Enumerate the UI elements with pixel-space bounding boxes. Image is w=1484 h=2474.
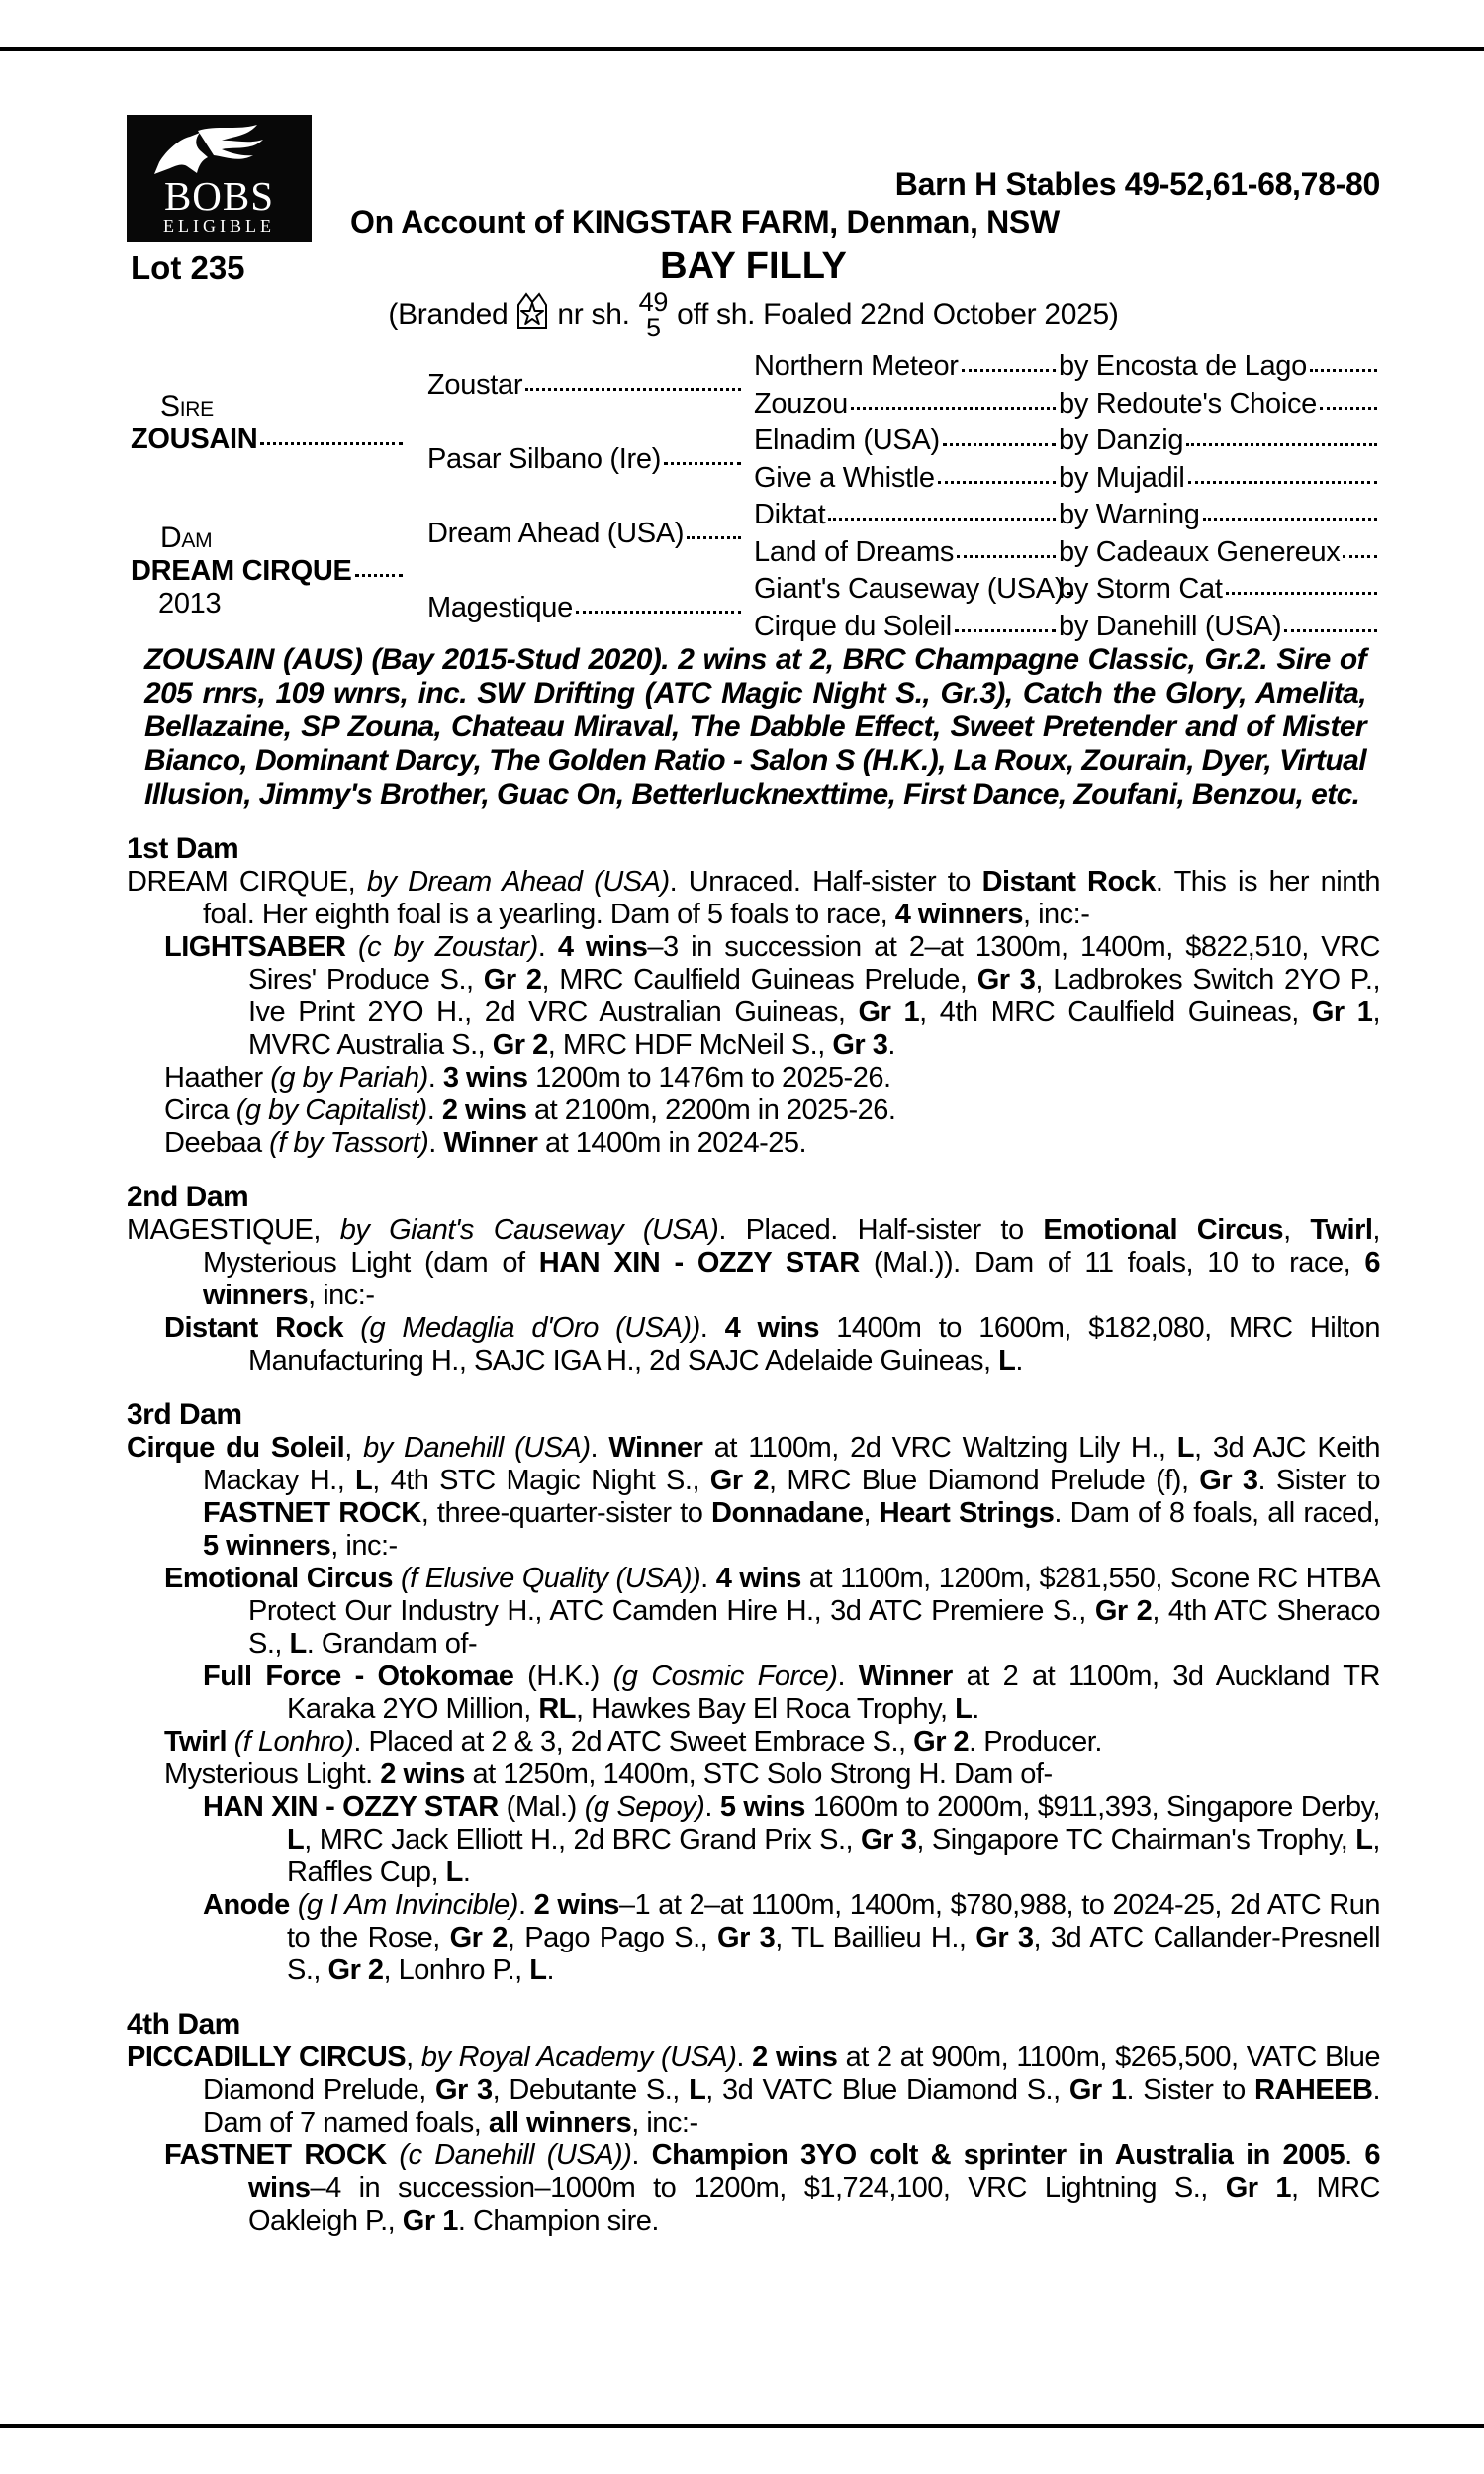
dot-leader: [962, 369, 1056, 372]
gen3-sire: by Danehill (USA): [1059, 610, 1282, 642]
text-segment: .: [537, 931, 558, 963]
text-segment: .: [1015, 1345, 1023, 1377]
text-segment: Gr 1: [1311, 997, 1373, 1028]
text-segment: Winner: [608, 1432, 703, 1464]
pedigree-entry: [127, 866, 1380, 931]
text-segment: , Hawkes Bay El Roca Trophy,: [576, 1693, 956, 1725]
text-segment: at 1400m in 2024-25.: [537, 1127, 807, 1159]
text-segment: .: [699, 1312, 725, 1344]
text-segment: 2 wins: [752, 2042, 838, 2073]
text-segment: L: [955, 1693, 973, 1725]
pedigree-entry: [164, 1127, 1380, 1160]
gen3-sire: by Mujadil: [1059, 461, 1185, 494]
gen2-name: Magestique: [427, 592, 573, 623]
logo-text-bobs: BOBS: [163, 173, 275, 219]
text-segment: 2 wins: [380, 1759, 465, 1790]
text-segment: Gr 3: [861, 1824, 917, 1856]
dam-section-heading: 2nd Dam: [127, 1181, 249, 1213]
lot-number: Lot 235: [131, 249, 245, 286]
text-segment: Gr 3: [434, 2074, 493, 2106]
text-segment: (g Medaglia d'Oro (USA)): [360, 1312, 700, 1344]
text-segment: .: [546, 1954, 555, 1986]
text-segment: MAGESTIQUE,: [127, 1214, 340, 1246]
text-segment: –3 in succession at 2–at 1300m, 1400m, $822,510, VRC Sires' Produce S.,: [248, 931, 1380, 996]
text-segment: Heart Strings: [879, 1497, 1055, 1529]
text-segment: Deebaa: [164, 1127, 270, 1159]
text-segment: ,: [1283, 1214, 1311, 1246]
text-segment: , 3d AJC Keith Mackay H.,: [203, 1432, 1380, 1496]
text-segment: . Producer.: [969, 1726, 1102, 1758]
gen2-name: Dream Ahead (USA): [427, 518, 685, 549]
text-segment: Gr 2: [327, 1954, 384, 1986]
text-segment: at 2 at 900m, 1100m, $265,500, VATC Blue Diamond Prelude,: [203, 2042, 1380, 2106]
text-segment: by Dream Ahead (USA): [366, 866, 670, 898]
text-segment: , Mysterious Light (dam of: [203, 1214, 1380, 1279]
dot-leader: [943, 443, 1056, 446]
text-segment: L: [287, 1824, 305, 1856]
text-segment: . Sister to: [1126, 2074, 1254, 2106]
text-segment: DREAM CIRQUE,: [127, 866, 367, 898]
gen3-name: Cirque du Soleil: [754, 610, 952, 642]
dot-leader: [1067, 592, 1072, 595]
text-segment: 1600m to 2000m, $911,393, Singapore Derby,: [804, 1791, 1381, 1823]
top-rule: [0, 47, 1484, 51]
text-segment: ,: [406, 2042, 421, 2073]
text-segment: , 4th STC Magic Night S.,: [372, 1465, 710, 1496]
text-segment: .: [972, 1693, 979, 1725]
pedigree-entry: [203, 1889, 1380, 1987]
gen2-name: Zoustar: [427, 369, 523, 401]
dam-section-heading: 4th Dam: [127, 2008, 240, 2041]
dot-leader: [1226, 592, 1377, 595]
text-segment: (Mal.)). Dam of 11 foals, 10 to race,: [859, 1247, 1365, 1279]
dot-leader: [687, 536, 741, 539]
text-segment: Emotional Circus: [164, 1563, 393, 1594]
text-segment: L: [998, 1345, 1016, 1377]
text-segment: L: [689, 2074, 706, 2106]
text-segment: Full Force - Otokomae: [203, 1661, 514, 1692]
gen3-name: Give a Whistle: [754, 461, 935, 494]
dot-leader: [1284, 629, 1377, 632]
branded-suffix: off sh. Foaled 22nd October 2025): [677, 298, 1119, 331]
text-segment: , 4th MRC Caulfield Guineas,: [919, 997, 1312, 1028]
text-segment: L: [445, 1856, 463, 1888]
text-segment: L: [1355, 1824, 1373, 1856]
text-segment: 4 wins: [715, 1563, 801, 1594]
text-segment: HAN XIN - OZZY STAR: [203, 1791, 499, 1823]
text-segment: .: [736, 2042, 753, 2073]
pedigree-entry: [164, 1563, 1380, 1661]
gen3-name: Giant's Causeway (USA): [754, 573, 1065, 606]
sire-summary-paragraph: [127, 643, 1380, 811]
dot-leader: [1188, 481, 1377, 484]
pedigree-entry: [164, 1726, 1380, 1759]
text-segment: .: [462, 1856, 471, 1888]
text-segment: Gr 2: [449, 1922, 508, 1953]
pedigree-gen2-column: [427, 348, 754, 645]
text-segment: [393, 1563, 401, 1594]
text-segment: , Ladbrokes Switch 2YO P., Ive Print 2YO H., 2d VRC Australian Guineas,: [248, 964, 1381, 1028]
text-segment: Gr 3: [1199, 1465, 1258, 1496]
pedigree-table: [131, 348, 1380, 645]
text-segment: Distant Rock: [164, 1312, 343, 1344]
pedigree-row: [754, 497, 1380, 534]
text-segment: Twirl: [164, 1726, 228, 1758]
text-segment: (g Sepoy): [584, 1791, 705, 1823]
text-segment: , Singapore TC Chairman's Trophy,: [916, 1824, 1356, 1856]
text-segment: 1200m to 1476m to 2025-26.: [527, 1062, 891, 1094]
dot-leader: [664, 462, 741, 465]
text-segment: .: [428, 1127, 444, 1159]
text-segment: Emotional Circus: [1043, 1214, 1284, 1246]
logo-text-eligible: ELIGIBLE: [163, 216, 275, 236]
text-segment: (c by Zoustar): [358, 931, 538, 963]
text-segment: RAHEEB: [1253, 2074, 1373, 2106]
pedigree-entry: [127, 1214, 1380, 1312]
pedigree-entry: [127, 2042, 1380, 2140]
text-segment: L: [529, 1954, 547, 1986]
gen3-sire: by Encosta de Lago: [1059, 350, 1307, 383]
text-segment: (g I Am Invincible): [297, 1889, 518, 1921]
gen3-name: Northern Meteor: [754, 350, 959, 383]
gen3-sire: by Storm Cat: [1059, 573, 1223, 606]
brand-number-top: 49: [638, 287, 669, 317]
text-segment: Gr 2: [483, 964, 542, 996]
gen3-name: Elnadim (USA): [754, 425, 940, 457]
pedigree-entry: [127, 1432, 1380, 1563]
text-segment: 4 wins: [724, 1312, 819, 1344]
text-segment: Haather: [164, 1062, 271, 1094]
pedigree-entry: [164, 1094, 1380, 1127]
page-title: BAY FILLY: [660, 245, 847, 287]
text-segment: 2 wins: [441, 1094, 527, 1126]
text-segment: (g Cosmic Force): [612, 1661, 838, 1692]
text-segment: [343, 1312, 360, 1344]
gen3-name: Zouzou: [754, 387, 848, 420]
pedigree-entry: [164, 2140, 1380, 2237]
dot-leader: [1310, 369, 1377, 372]
dam-year: 2013: [158, 588, 222, 619]
text-segment: ,: [344, 1432, 364, 1464]
text-segment: Mysterious Light.: [164, 1759, 381, 1790]
pedigree-row: [754, 609, 1380, 646]
text-segment: (f by Tassort): [269, 1127, 429, 1159]
text-segment: Champion 3YO colt & sprinter in Australia in 2005: [651, 2140, 1345, 2171]
text-segment: .: [631, 2140, 652, 2171]
text-segment: all winners: [488, 2107, 632, 2139]
text-segment: . Placed. Half-sister to: [718, 1214, 1044, 1246]
text-segment: HAN XIN - OZZY STAR: [538, 1247, 860, 1279]
text-segment: Gr 3: [717, 1922, 776, 1953]
text-segment: Gr 1: [402, 2205, 458, 2236]
dam-section-heading: 1st Dam: [127, 832, 239, 865]
text-segment: 6 wins: [248, 2140, 1380, 2204]
text-segment: 5 winners: [203, 1530, 331, 1562]
dot-leader: [851, 407, 1056, 410]
dot-leader: [1186, 443, 1377, 446]
text-segment: Winner: [443, 1127, 538, 1159]
text-segment: (f Elusive Quality (USA)): [401, 1563, 701, 1594]
pedigree-text: [127, 643, 1380, 2237]
dot-leader: [525, 388, 741, 391]
text-segment: . Champion sire.: [457, 2205, 659, 2236]
text-segment: FASTNET ROCK: [203, 1497, 421, 1529]
gen3-name: Diktat: [754, 499, 826, 531]
text-segment: (H.K.): [513, 1661, 613, 1692]
branded-near-shoulder: nr sh.: [557, 298, 630, 331]
pedigree-gen3-column: [754, 348, 1380, 645]
text-segment: [290, 1889, 298, 1921]
dam-name: DREAM CIRQUE: [131, 555, 352, 587]
text-segment: , TL Baillieu H.,: [775, 1922, 976, 1953]
text-segment: (g by Pariah): [270, 1062, 428, 1094]
text-segment: (Mal.): [498, 1791, 585, 1823]
text-segment: .: [426, 1094, 442, 1126]
brand-numbers: [639, 289, 668, 340]
text-segment: , inc:-: [308, 1280, 375, 1311]
text-segment: (g by Capitalist): [235, 1094, 427, 1126]
dot-leader: [828, 518, 1056, 521]
text-segment: .: [427, 1062, 443, 1094]
text-segment: , inc:-: [631, 2107, 698, 2139]
text-segment: Gr 2: [1094, 1595, 1153, 1627]
text-segment: [387, 2140, 400, 2171]
text-segment: L: [355, 1465, 373, 1496]
text-segment: 6 winners: [203, 1247, 1381, 1311]
vendor-account-line: On Account of KINGSTAR FARM, Denman, NSW: [350, 204, 1060, 239]
text-segment: Gr 2: [913, 1726, 970, 1758]
dot-leader: [957, 555, 1056, 558]
text-segment: 4 winners: [894, 899, 1023, 930]
dot-leader: [260, 442, 403, 445]
text-segment: , inc:-: [330, 1530, 398, 1562]
text-segment: , MVRC Australia S.,: [248, 997, 1380, 1061]
text-segment: Winner: [858, 1661, 953, 1692]
text-segment: L: [1176, 1432, 1194, 1464]
text-segment: , 3d VATC Blue Diamond S.,: [705, 2074, 1069, 2106]
text-segment: . Grandam of-: [306, 1628, 478, 1660]
sire-name: ZOUSAIN: [131, 423, 258, 455]
text-segment: Gr 3: [976, 964, 1036, 996]
text-segment: . This is her ninth foal. Her eighth foal is a yearling. Dam of 5 foals to race,: [203, 866, 1381, 930]
dot-leader: [576, 611, 741, 614]
text-segment: . Sister to: [1257, 1465, 1380, 1496]
branded-line: [127, 289, 1380, 340]
text-segment: , Raffles Cup,: [287, 1824, 1380, 1888]
gen3-sire: by Cadeaux Genereux: [1059, 535, 1341, 568]
text-segment: at 2 at 1100m, 3d Auckland TR Karaka 2YO Million,: [287, 1661, 1380, 1725]
text-segment: Circa: [164, 1094, 236, 1126]
text-segment: , Pago Pago S.,: [507, 1922, 718, 1953]
text-segment: , Debutante S.,: [492, 2074, 690, 2106]
text-segment: ZOUSAIN (AUS) (Bay 2015-Stud 2020). 2 wins at 2, BRC Champagne Classic, Gr.2. Sire of 205 rnrs, 109 wnrs, inc. SW Drifting (ATC Magic Night S., Gr.3), Catch the Glory, Amelita, Bellazaine, SP Zouna, Chateau Miraval, The Dabble Effect, Sweet Pretender and of Mister Bianco, Dominant Darcy, The Golden Ratio - Salon S (H.K.), La Roux, Zourain, Dyer, Virtual Illusion, Jimmy's Brother, Guac On, Betterlucknexttime, First Dance, Zoufani, Benzou, etc.: [144, 643, 1366, 810]
text-segment: Gr 2: [492, 1029, 548, 1061]
text-segment: . Placed at 2 & 3, 2d ATC Sweet Embrace S.,: [353, 1726, 914, 1758]
dot-leader: [955, 629, 1056, 632]
text-segment: PICCADILLY CIRCUS: [127, 2042, 407, 2073]
text-segment: Gr 1: [858, 997, 920, 1028]
text-segment: , MRC Oakleigh P.,: [248, 2172, 1380, 2236]
gen3-name: Land of Dreams: [754, 535, 955, 568]
sire-label: Sire: [160, 389, 214, 423]
dot-leader: [938, 481, 1056, 484]
text-segment: 1400m to 1600m, $182,080, MRC Hilton Manufacturing H., SAJC IGA H., 2d SAJC Adelaide Guineas,: [248, 1312, 1380, 1377]
pedigree-gen1-column: [131, 348, 427, 645]
pedigree-row: [754, 460, 1380, 498]
gen2-name: Pasar Silbano (Ire): [427, 443, 662, 475]
text-segment: .: [1345, 2140, 1365, 2171]
text-segment: .: [517, 1889, 534, 1921]
gen3-sire: by Danzig: [1059, 425, 1184, 457]
text-segment: , MRC Blue Diamond Prelude (f),: [769, 1465, 1200, 1496]
text-segment: . Unraced. Half-sister to: [669, 866, 982, 898]
text-segment: Gr 3: [832, 1029, 888, 1061]
brand-number-bottom: 5: [646, 313, 661, 342]
text-segment: ,: [863, 1497, 880, 1529]
text-segment: , MRC Jack Elliott H., 2d BRC Grand Prix S.,: [304, 1824, 862, 1856]
pedigree-entry: [164, 1759, 1380, 1791]
text-segment: at 1100m, 2d VRC Waltzing Lily H.,: [702, 1432, 1177, 1464]
text-segment: –4 in succession–1000m to 1200m, $1,724,100, VRC Lightning S.,: [310, 2172, 1226, 2204]
text-segment: , 3d ATC Callander-Presnell S.,: [287, 1922, 1381, 1986]
text-segment: , three-quarter-sister to: [420, 1497, 712, 1529]
text-segment: 3 wins: [442, 1062, 528, 1094]
text-segment: Gr 3: [975, 1922, 1034, 1953]
text-segment: (c Danehill (USA)): [399, 2140, 632, 2171]
gen3-sire: by Warning: [1059, 499, 1200, 531]
text-segment: , 4th ATC Sheraco S.,: [248, 1595, 1381, 1660]
pedigree-row: [754, 423, 1380, 460]
text-segment: , inc:-: [1022, 899, 1090, 930]
pedigree-entry: [164, 931, 1380, 1062]
text-segment: Distant Rock: [981, 866, 1156, 898]
pedigree-entry: [203, 1791, 1380, 1889]
dot-leader: [1343, 555, 1377, 558]
text-segment: by Giant's Causeway (USA): [339, 1214, 719, 1246]
text-segment: .: [837, 1661, 859, 1692]
dam-sections: [127, 832, 1380, 2237]
text-segment: FASTNET ROCK: [164, 2140, 387, 2171]
text-segment: –1 at 2–at 1100m, 1400m, $780,988, to 2024-25, 2d ATC Run to the Rose,: [287, 1889, 1380, 1953]
gen3-sire: by Redoute's Choice: [1059, 387, 1317, 420]
brand-mark-icon: [516, 292, 548, 337]
dam-section-heading: 3rd Dam: [127, 1398, 242, 1431]
text-segment: Twirl: [1310, 1214, 1373, 1246]
text-segment: L: [289, 1628, 307, 1660]
text-segment: , MRC HDF McNeil S.,: [547, 1029, 833, 1061]
text-segment: Gr 1: [1225, 2172, 1292, 2204]
branded-prefix: (Branded: [388, 298, 509, 331]
text-segment: .: [887, 1029, 895, 1061]
bottom-rule: [0, 2424, 1484, 2428]
pedigree-row: [754, 386, 1380, 424]
text-segment: LIGHTSABER: [164, 931, 358, 963]
text-segment: , MRC Caulfield Guineas Prelude,: [541, 964, 977, 996]
text-segment: (f Lonhro): [233, 1726, 354, 1758]
text-segment: .: [590, 1432, 609, 1464]
dam-block: [131, 497, 406, 645]
text-segment: Cirque du Soleil: [127, 1432, 345, 1464]
text-segment: RL: [538, 1693, 576, 1725]
text-segment: .: [700, 1563, 716, 1594]
pedigree-entry: [203, 1661, 1380, 1726]
sire-block: [131, 348, 406, 497]
text-segment: at 1250m, 1400m, STC Solo Strong H. Dam of-: [464, 1759, 1053, 1790]
text-segment: 4 wins: [557, 931, 648, 963]
text-segment: at 1100m, 1200m, $281,550, Scone RC HTBA Protect Our Industry H., ATC Camden Hire H., 3d ATC Premiere S.,: [248, 1563, 1380, 1627]
dam-label: Dam: [160, 522, 213, 554]
pedigree-row: [754, 534, 1380, 572]
text-segment: , Lonhro P.,: [383, 1954, 530, 1986]
dot-leader: [1320, 407, 1377, 410]
pedigree-row: [754, 348, 1380, 386]
text-segment: by Danehill (USA): [363, 1432, 591, 1464]
pedigree-entry: [164, 1062, 1380, 1094]
text-segment: by Royal Academy (USA): [420, 2042, 737, 2073]
text-segment: [227, 1726, 234, 1758]
text-segment: .: [704, 1791, 720, 1823]
text-segment: . Dam of 8 foals, all raced,: [1054, 1497, 1380, 1529]
text-segment: at 2100m, 2200m in 2025-26.: [526, 1094, 896, 1126]
barn-stables-line: Barn H Stables 49-52,61-68,78-80: [894, 166, 1380, 202]
text-segment: 2 wins: [533, 1889, 619, 1921]
text-segment: Gr 1: [1068, 2074, 1127, 2106]
text-segment: Gr 2: [709, 1465, 770, 1496]
text-segment: Anode: [203, 1889, 290, 1921]
pedigree-row: [754, 571, 1380, 609]
dot-leader: [355, 574, 403, 577]
text-segment: . Dam of 7 named foals,: [203, 2074, 1381, 2139]
dot-leader: [1203, 518, 1377, 521]
text-segment: 5 wins: [719, 1791, 805, 1823]
pedigree-entry: [164, 1312, 1380, 1378]
text-segment: Donnadane: [711, 1497, 864, 1529]
